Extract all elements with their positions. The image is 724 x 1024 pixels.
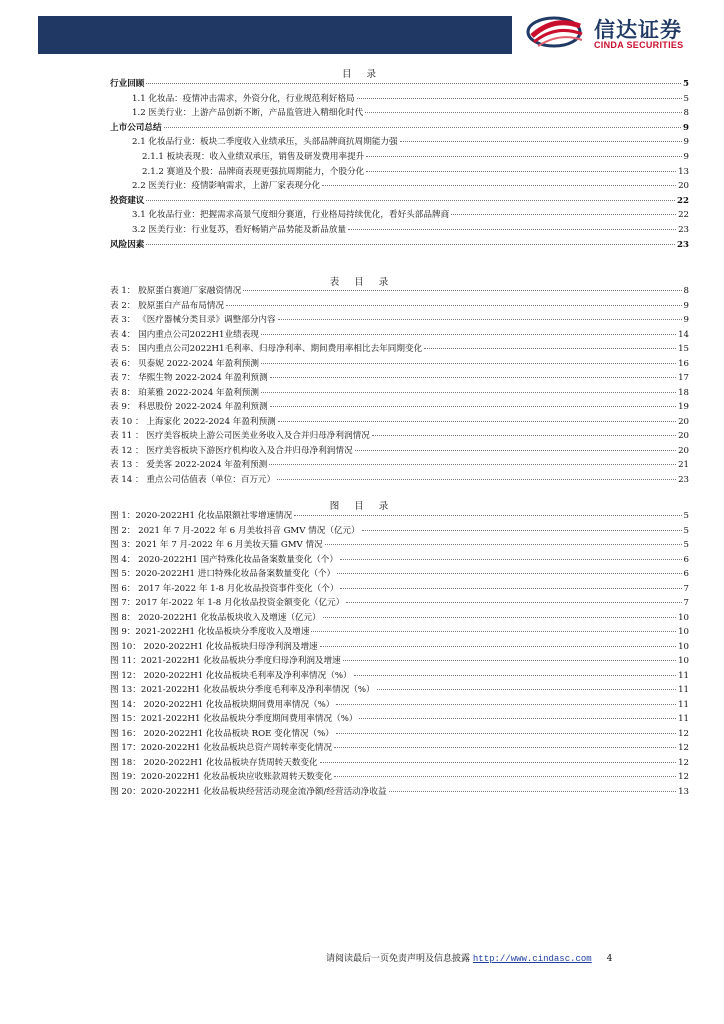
tables-entry-title: 表 11 ： 医疗美容板块上游公司医美业务收入及合并归母净利润情况 (110, 431, 370, 441)
tables-entry-page: 18 (678, 387, 689, 398)
toc-entry-page: 8 (683, 108, 689, 119)
figures-entry[interactable] (110, 627, 689, 638)
figures-entry-page: 12 (678, 757, 689, 768)
dot-leader (325, 544, 682, 545)
toc-entry-title: 1.1 化妆品：疫情冲击需求，外资分化，行业规范利好格局 (132, 93, 355, 104)
tables-entry[interactable] (110, 402, 689, 413)
figures-entry[interactable] (110, 729, 689, 740)
toc-entry-title: 3.1 化妆品行业：把握需求高景气度细分赛道，行业格局持续优化，看好头部品牌商 (132, 210, 450, 221)
tables-entry[interactable] (110, 475, 689, 486)
figures-entry-page: 5 (683, 511, 689, 521)
page-number: 4 (606, 954, 613, 964)
figures-entry-page: 10 (678, 656, 689, 666)
figures-entry[interactable] (110, 584, 689, 595)
tables-entry-page: 20 (678, 431, 689, 441)
figures-entry-title: 图 15：2021-2022H1 化妆品板块分季度期间费用率情况（%） (110, 714, 358, 724)
tables-entry[interactable] (110, 388, 689, 399)
figures-entry[interactable] (110, 772, 689, 783)
toc-entry-page: 9 (683, 152, 689, 162)
tables-entry-page: 15 (678, 344, 689, 354)
tables-entry-title: 表 14 ： 重点公司估值表（单位：百万元） (110, 474, 276, 485)
toc-entry-title: 2.2 医美行业：疫情影响需求，上游厂家表现分化 (132, 181, 321, 192)
tables-entry-page: 20 (678, 416, 689, 427)
dot-leader (146, 244, 675, 245)
dot-leader (320, 646, 676, 647)
dot-leader (337, 573, 681, 574)
tables-entry-title: 表 2： 胶原蛋白产品布局情况 (110, 300, 225, 311)
figures-entry[interactable] (110, 555, 689, 566)
dot-leader (294, 515, 681, 516)
dot-leader (322, 185, 676, 186)
tables-entry[interactable] (110, 301, 689, 312)
tables-entry-title: 表 1： 胶原蛋白赛道厂家融资情况 (110, 286, 242, 296)
dot-leader (372, 435, 676, 436)
tables-entry-title: 表 3： 《医疗器械分类目录》调整部分内容 (110, 315, 276, 325)
figures-entry[interactable] (110, 511, 689, 522)
toc-entry[interactable] (132, 225, 689, 236)
dot-leader (278, 421, 676, 422)
figures-entry-page: 10 (678, 612, 689, 623)
toc-entry[interactable] (110, 196, 689, 207)
tables-entry-page: 9 (683, 300, 689, 311)
tables-entry-page: 23 (678, 474, 689, 485)
toc-entry-page: 9 (683, 137, 689, 148)
dot-leader (366, 171, 676, 172)
figures-entry-page: 6 (683, 554, 689, 565)
figures-entry[interactable] (110, 656, 689, 667)
toc-entry-title: 上市公司总结 (110, 122, 162, 133)
figures-entry-page: 12 (678, 743, 689, 753)
dot-leader (270, 406, 676, 407)
tables-entry-title: 表 13 ： 爱美客 2022-2024 年盈利预测 (110, 460, 268, 470)
figures-entry-title: 图 1：2020-2022H1 化妆品限额社零增速情况 (110, 511, 293, 521)
tables-entry-page: 14 (678, 329, 689, 340)
dot-leader (278, 319, 682, 320)
dot-leader (311, 631, 676, 632)
figures-entry-title: 图 10： 2020-2022H1 化妆品板块归母净利润及增速 (110, 641, 318, 652)
dot-leader (243, 290, 681, 291)
figures-title: 图 目 录 (329, 501, 395, 512)
tables-entry[interactable] (110, 315, 689, 326)
figures-entry[interactable] (110, 540, 689, 551)
figures-entry-page: 11 (678, 685, 689, 695)
figures-entry-title: 图 19：2020-2022H1 化妆品板块应收账款周转天数变化 (110, 772, 333, 782)
dot-leader (357, 98, 682, 99)
toc-entry-page: 20 (678, 181, 689, 192)
tables-entry-title: 表 7： 华熙生物 2022-2024 年盈利预测 (110, 373, 268, 383)
figures-entry[interactable] (110, 526, 689, 537)
tables-entry[interactable] (110, 286, 689, 297)
figures-entry-page: 10 (678, 627, 689, 637)
logo-english-name: CINDA SECURITIES (594, 40, 684, 50)
figures-entry-title: 图 7：2017 年-2022 年 1-8 月化妆品投资金额变化（亿元） (110, 598, 345, 608)
toc-entry[interactable] (132, 210, 689, 221)
dot-leader (355, 450, 676, 451)
toc-entry[interactable] (132, 137, 689, 148)
figures-entry[interactable] (110, 700, 689, 711)
figures-entry-title: 图 13：2021-2022H1 化妆品板块分季度毛利率及净利率情况（%） (110, 685, 375, 695)
figures-entry-title: 图 2： 2021 年 7 月-2022 年 6 月美妆抖音 GMV 情况（亿元） (110, 525, 360, 536)
figures-entry-title: 图 3：2021 年 7 月-2022 年 6 月美妆天猫 GMV 情况 (110, 540, 323, 550)
tables-entry-title: 表 9： 科思股份 2022-2024 年盈利预测 (110, 402, 268, 412)
figures-entry[interactable] (110, 714, 689, 725)
toc-entry-page: 23 (677, 239, 689, 250)
figures-entry[interactable] (110, 758, 689, 769)
toc-entry[interactable] (110, 79, 689, 90)
figures-entry-page: 10 (678, 641, 689, 652)
dot-leader (366, 156, 681, 157)
tables-entry-title: 表 8： 珀莱雅 2022-2024 年盈利预测 (110, 387, 259, 398)
figures-entry[interactable] (110, 685, 689, 696)
dot-leader (320, 762, 676, 763)
tables-entry-page: 9 (683, 315, 689, 325)
dot-leader (269, 464, 676, 465)
figures-entry-title: 图 18： 2020-2022H1 化妆品板块存货周转天数变化 (110, 757, 318, 768)
toc-entry-page: 13 (678, 166, 689, 177)
page-footer (326, 951, 612, 964)
figures-entry-page: 7 (683, 583, 689, 594)
dot-leader (359, 718, 676, 719)
dot-leader (354, 675, 676, 676)
tables-entry[interactable] (110, 446, 689, 457)
dot-leader (261, 334, 676, 335)
figures-entry-page: 11 (678, 699, 689, 710)
dot-leader (226, 305, 681, 306)
tables-entry-page: 8 (683, 286, 689, 296)
toc-entry-page: 5 (683, 79, 689, 89)
figures-entry-title: 图 4： 2020-2022H1 国产特殊化妆品备案数量变化（个） (110, 554, 338, 565)
figures-entry-page: 5 (683, 540, 689, 550)
dot-leader (400, 141, 682, 142)
figures-entry-title: 图 6： 2017 年-2022 年 1-8 月化妆品投资事件变化（个） (110, 583, 339, 594)
tables-entry-title: 表 10 ： 上海家化 2022-2024 年盈利预测 (110, 416, 276, 427)
toc-entry-title: 行业回顾 (110, 79, 145, 89)
figures-entry[interactable] (110, 598, 689, 609)
toc-entry[interactable] (132, 108, 689, 119)
toc-entry[interactable] (142, 152, 689, 163)
dot-leader (277, 479, 676, 480)
dot-leader (261, 363, 676, 364)
figures-entry[interactable] (110, 613, 689, 624)
tables-entry-page: 20 (678, 445, 689, 456)
figures-entry[interactable] (110, 569, 689, 580)
figures-entry-page: 12 (678, 772, 689, 782)
dot-leader (336, 704, 676, 705)
tables-entry[interactable] (110, 373, 689, 384)
toc-entry[interactable] (132, 94, 689, 105)
cinda-logo (524, 12, 704, 52)
figures-entry-page: 12 (678, 728, 689, 739)
figures-entry-page: 11 (678, 670, 689, 681)
figures-entry-title: 图 8： 2020-2022H1 化妆品板块收入及增速（亿元） (110, 612, 321, 623)
toc-entry[interactable] (110, 240, 689, 251)
toc-entry-title: 1.2 医美行业：上游产品创新不断，产品监管进入精细化时代 (132, 108, 364, 119)
tables-entry[interactable] (110, 344, 689, 355)
footer-url[interactable]: http://www.cindasc.com (472, 954, 592, 964)
dot-leader (334, 776, 676, 777)
dot-leader (146, 83, 681, 84)
figures-entry-page: 13 (678, 786, 689, 797)
dot-leader (164, 127, 681, 128)
toc-entry[interactable] (142, 167, 689, 178)
tables-entry-page: 19 (678, 402, 689, 412)
tables-entry[interactable] (110, 359, 689, 370)
dot-leader (389, 791, 677, 792)
dot-leader (348, 229, 676, 230)
tables-entry-title: 表 4： 国内重点公司2022H1业绩表现 (110, 329, 259, 340)
toc-entry-title: 3.2 医美行业：行业复苏，看好畅销产品势能及新品放量 (132, 225, 347, 235)
figures-entry-title: 图 5：2020-2022H1 进口特殊化妆品备案数量变化（个） (110, 569, 336, 579)
tables-entry-title: 表 12 ： 医疗美容板块下游医疗机构收入及合并归母净利润情况 (110, 445, 353, 456)
toc-entry[interactable] (132, 181, 689, 192)
toc-title: 目 录 (341, 69, 383, 80)
figures-entry-title: 图 9：2021-2022H1 化妆品板块分季度收入及增速 (110, 627, 310, 637)
tables-title: 表 目 录 (329, 277, 395, 288)
figures-entry-title: 图 14： 2020-2022H1 化妆品板块期间费用率情况（%） (110, 699, 335, 710)
tables-entry-title: 表 6： 贝泰妮 2022-2024 年盈利预测 (110, 358, 259, 369)
header-band (38, 16, 512, 54)
toc-entry-title: 风险因素 (110, 239, 145, 250)
dot-leader (323, 617, 676, 618)
dot-leader (270, 377, 676, 378)
dot-leader (340, 559, 682, 560)
dot-leader (146, 200, 675, 201)
toc-entry-title: 投资建议 (110, 195, 145, 206)
dot-leader (336, 733, 676, 734)
figures-entry-page: 5 (683, 525, 689, 536)
tables-entry-title: 表 5： 国内重点公司2022H1毛利率、归母净利率、期间费用率相比去年同期变化 (110, 344, 423, 354)
dot-leader (334, 747, 676, 748)
toc-entry-title: 2.1 化妆品行业：板块二季度收入业绩承压，头部品牌商抗周期能力强 (132, 137, 398, 148)
tables-entry[interactable] (110, 460, 689, 471)
toc-entry-page: 22 (678, 210, 689, 221)
figures-entry-title: 图 17：2020-2022H1 化妆品板块总资产周转率变化情况 (110, 743, 333, 753)
tables-entry-page: 17 (678, 373, 689, 383)
figures-entry[interactable] (110, 642, 689, 653)
toc-entry[interactable] (110, 123, 689, 134)
figures-entry-title: 图 11：2021-2022H1 化妆品板块分季度归母净利润及增速 (110, 656, 341, 666)
figures-entry[interactable] (110, 671, 689, 682)
figures-entry[interactable] (110, 743, 689, 754)
tables-entry-page: 16 (678, 358, 689, 369)
toc-entry-title: 2.1.1 板块表现：收入业绩双承压，销售及研发费用率提升 (142, 152, 365, 162)
figures-entry-title: 图 12： 2020-2022H1 化妆品板块毛利率及净利率情况（%） (110, 670, 352, 681)
toc-entry-page: 9 (683, 122, 689, 133)
figures-entry-title: 图 20：2020-2022H1 化妆品板块经营活动现金流净额/经营活动净收益 (110, 786, 387, 797)
cinda-logo-icon (524, 12, 588, 52)
toc-entry-page: 23 (678, 225, 689, 235)
tables-entry[interactable] (110, 417, 689, 428)
tables-entry[interactable] (110, 330, 689, 341)
toc-entry-page: 5 (683, 93, 689, 104)
dot-leader (343, 660, 676, 661)
figures-entry[interactable] (110, 787, 689, 798)
dot-leader (340, 588, 681, 589)
figures-entry-title: 图 16： 2020-2022H1 化妆品板块 ROE 变化情况（%） (110, 728, 334, 739)
figures-entry-page: 11 (678, 714, 689, 724)
dot-leader (451, 214, 676, 215)
tables-entry[interactable] (110, 431, 689, 442)
logo-chinese-name: 信达证券 (594, 18, 682, 42)
figures-entry-page: 6 (683, 569, 689, 579)
dot-leader (346, 602, 681, 603)
toc-entry-page: 22 (677, 195, 689, 206)
dot-leader (365, 112, 681, 113)
dot-leader (377, 689, 676, 690)
dot-leader (261, 392, 676, 393)
figures-entry-page: 7 (683, 598, 689, 608)
dot-leader (424, 348, 676, 349)
footer-disclaimer: 请阅读最后一页免责声明及信息披露 (326, 954, 471, 964)
tables-entry-page: 21 (678, 460, 689, 470)
dot-leader (362, 530, 682, 531)
toc-entry-title: 2.1.2 赛道及个股：品牌商表现更强抗周期能力，个股分化 (142, 166, 365, 177)
